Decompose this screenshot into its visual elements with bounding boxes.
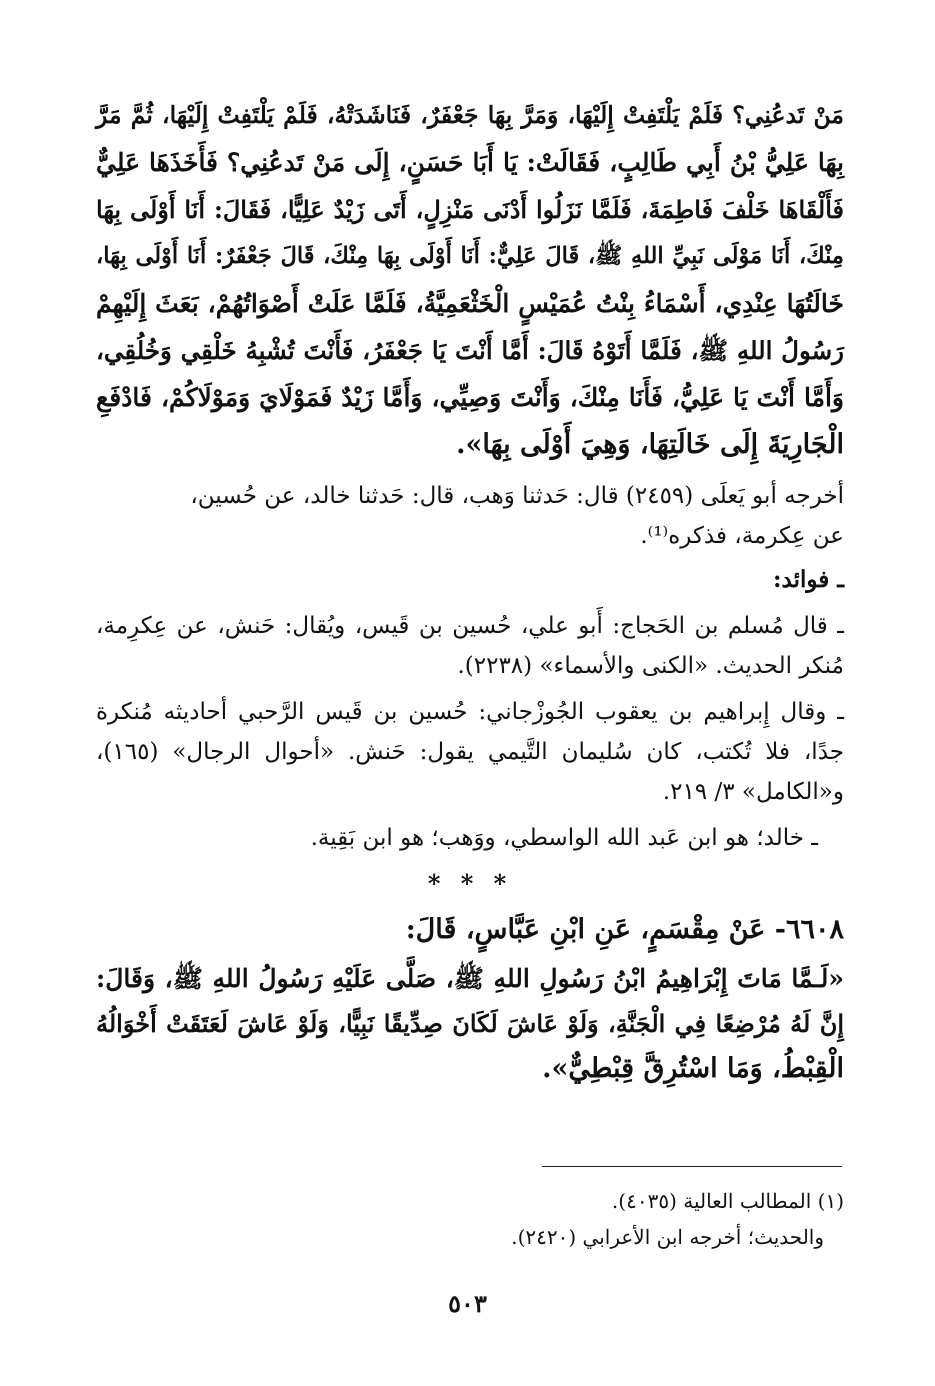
hadith-line: رَسُولُ اللهِ ﷺ، فَلَمَّا أَتَوْهُ قَالَ: أَمَّا أَنْتَ يَا جَعْفَرُ، فَأَنْتَ تُشْبِهُ خَلْقِي وَخُلُقِي، bbox=[96, 336, 844, 365]
takhrij-paragraph bbox=[96, 476, 844, 556]
note-line: و«الكامل» ٣/ ٢١٩. bbox=[662, 779, 844, 805]
hadith-line: خَالَتُهَا عِنْدِي، أَسْمَاءُ بِنْتُ عُمَيْسٍ الْخَثْعَمِيَّةُ، فَلَمَّا عَلَتْ أَصْوَاتُهُمْ، بَعَثَ إِلَيْهِمْ bbox=[96, 289, 844, 318]
note-line: ـ قال مُسلم بن الحَجاج: أَبو علي، حُسين بن قَيس، ويُقال: حَنش، عن عِكرِمة، bbox=[96, 613, 844, 639]
note-paragraph bbox=[96, 692, 844, 812]
note-line: ـ وقال إِبراهيم بن يعقوب الجُوزْجاني: حُسين بن قَيس الرَّحبي أحاديثه مُنكرة bbox=[96, 699, 844, 725]
fawaid-heading: ـ فوائد: bbox=[773, 566, 844, 593]
note-paragraph bbox=[96, 818, 844, 858]
footnote-item: (١) المطالب العالية (٤٠٣٥). bbox=[611, 1189, 844, 1213]
hadith-line: مَنْ تَدعُنِي؟ فَلَمْ يَلْتَفِتْ إِلَيْهَا، وَمَرَّ بِهَا جَعْفَرٌ، فَنَاشَدَتْهُ، فَلَمْ يَلْتَفِتْ إِلَيْهَا، ثُمَّ مَرَّ bbox=[96, 101, 844, 129]
hadith-text bbox=[96, 956, 844, 1091]
hadith-line: وَأَمَّا أَنْتَ يَا عَلِيُّ، فَأَنَا مِنْكَ، وَأَنْتَ وَصِيِّي، وَأَمَّا زَيْدٌ فَمَوْلَايَ وَمَوْلَاكُمْ، فَادْفَعِ bbox=[96, 383, 844, 412]
hadith-line: إِنَّ لَهُ مُرْضِعًا فِي الْجَنَّةِ، وَلَوْ عَاشَ لَكَانَ صِدِّيقًا نَبِيًّا، وَلَوْ عَاشَ لَعَتَقَتْ أَخْوَالُهُ bbox=[96, 1009, 844, 1038]
note-paragraph bbox=[96, 606, 844, 686]
hadith-line: فَأَلْقَاهَا خَلْفَ فَاطِمَةَ، فَلَمَّا نَزَلُوا أَدْنَى مَنْزِلٍ، أَتَى زَيْدٌ عَلِيًّا، فَقَالَ: أَنَا أَوْلَى بِهَا bbox=[96, 195, 844, 224]
hadith-line: «لَـمَّا مَاتَ إِبْرَاهِيمُ ابْنُ رَسُولِ اللهِ ﷺ، صَلَّى عَلَيْهِ رَسُولُ اللهِ ﷺ، وَقَالَ: bbox=[96, 964, 844, 993]
hadith-line: الْقِبْطُ، وَمَا اسْتُرِقَّ قِبْطِيٌّ». bbox=[542, 1053, 844, 1084]
page-number: ٥٠٣ bbox=[448, 1289, 487, 1318]
hadith-continuation bbox=[96, 92, 844, 468]
takhrij-line: أخرجه أبو يَعلَى (٢٤٥٩) قال: حَدثنا وَهب، قال: حَدثنا خالد، عن حُسين، bbox=[190, 483, 844, 509]
note-line: جدًا، فلا تُكتب، كان سُليمان التَّيمي يقول: حَنش. «أحوال الرجال» (١٦٥)، bbox=[96, 739, 844, 765]
footnote-divider bbox=[542, 1166, 842, 1167]
page-body bbox=[96, 92, 844, 1091]
section-separator: * * * bbox=[427, 869, 513, 898]
note-line: مُنكر الحديث. «الكنى والأسماء» (٢٢٣٨). bbox=[457, 653, 844, 679]
footnotes bbox=[96, 1183, 844, 1255]
note-line: ـ خالد؛ هو ابن عَبد الله الواسطي، ووَهب؛ هو ابن بَقِية. bbox=[310, 825, 818, 851]
hadith-number-heading: ٦٦٠٨- عَنْ مِقْسَمٍ، عَنِ ابْنِ عَبَّاسٍ، قَالَ: bbox=[405, 914, 844, 945]
takhrij-line: عن عِكرمة، فذكره⁽¹⁾. bbox=[640, 523, 844, 549]
hadith-line: مِنْكَ، أَنَا مَوْلَى نَبِيِّ اللهِ ﷺ، قَالَ عَلِيٌّ: أَنَا أَوْلَى بِهَا مِنْكَ، قَالَ جَعْفَرٌ: أَنَا أَوْلَى بِهَا، bbox=[96, 243, 844, 269]
footnote-item: والحديث؛ أخرجه ابن الأعرابي (٢٤٢٠). bbox=[511, 1225, 824, 1249]
hadith-line: الْجَارِيَةَ إِلَى خَالَتِهَا، وَهِيَ أَوْلَى بِهَا». bbox=[456, 429, 844, 460]
hadith-line: بِهَا عَلِيُّ بْنُ أَبِي طَالِبٍ، فَقَالَتْ: يَا أَبَا حَسَنٍ، إِلَى مَنْ تَدعُنِي؟ فَأَخَذَهَا عَلِيٌّ bbox=[96, 148, 844, 177]
